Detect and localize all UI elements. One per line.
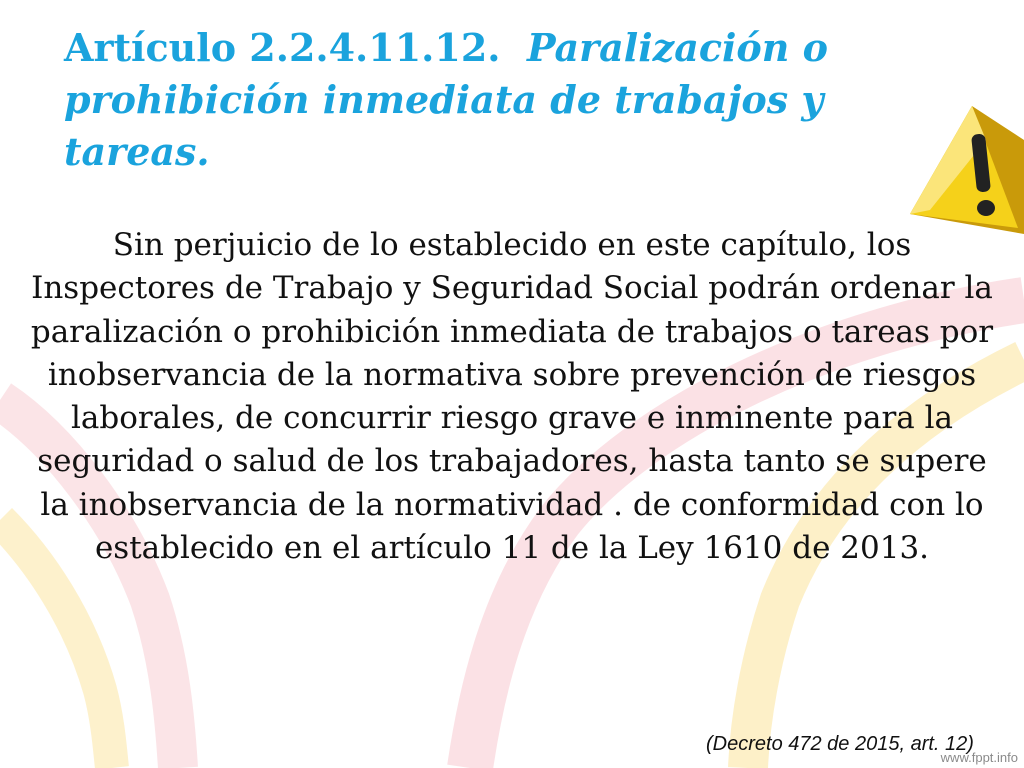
warning-triangle-icon [900,100,1024,240]
article-body-text: Sin perjuicio de lo establecido en este capítulo, los Inspectores de Trabajo y Seguridad Social podrán ordenar la paralización o prohibición inmediata de trabajos o tareas por inobservancia de la normativa sobre prevención de riesgos laborales, de concurrir riesgo grave e inminente para la seguridad o salud de los trabajadores, hasta tanto se supere la inobservancia de la normatividad . de conformidad con lo establecido en el artículo 11 de la Ley 1610 de 2013. [30,227,994,567]
title-heading: Paralización o prohibición inmediata de trabajos y tareas. [64,25,828,174]
title-separator [501,25,527,70]
decree-citation: (Decreto 472 de 2015, art. 12) [706,733,974,755]
watermark: www.fppt.info [940,750,1018,765]
title-article-number: Artículo 2.2.4.11.12. [64,25,501,70]
slide-title [64,22,944,178]
